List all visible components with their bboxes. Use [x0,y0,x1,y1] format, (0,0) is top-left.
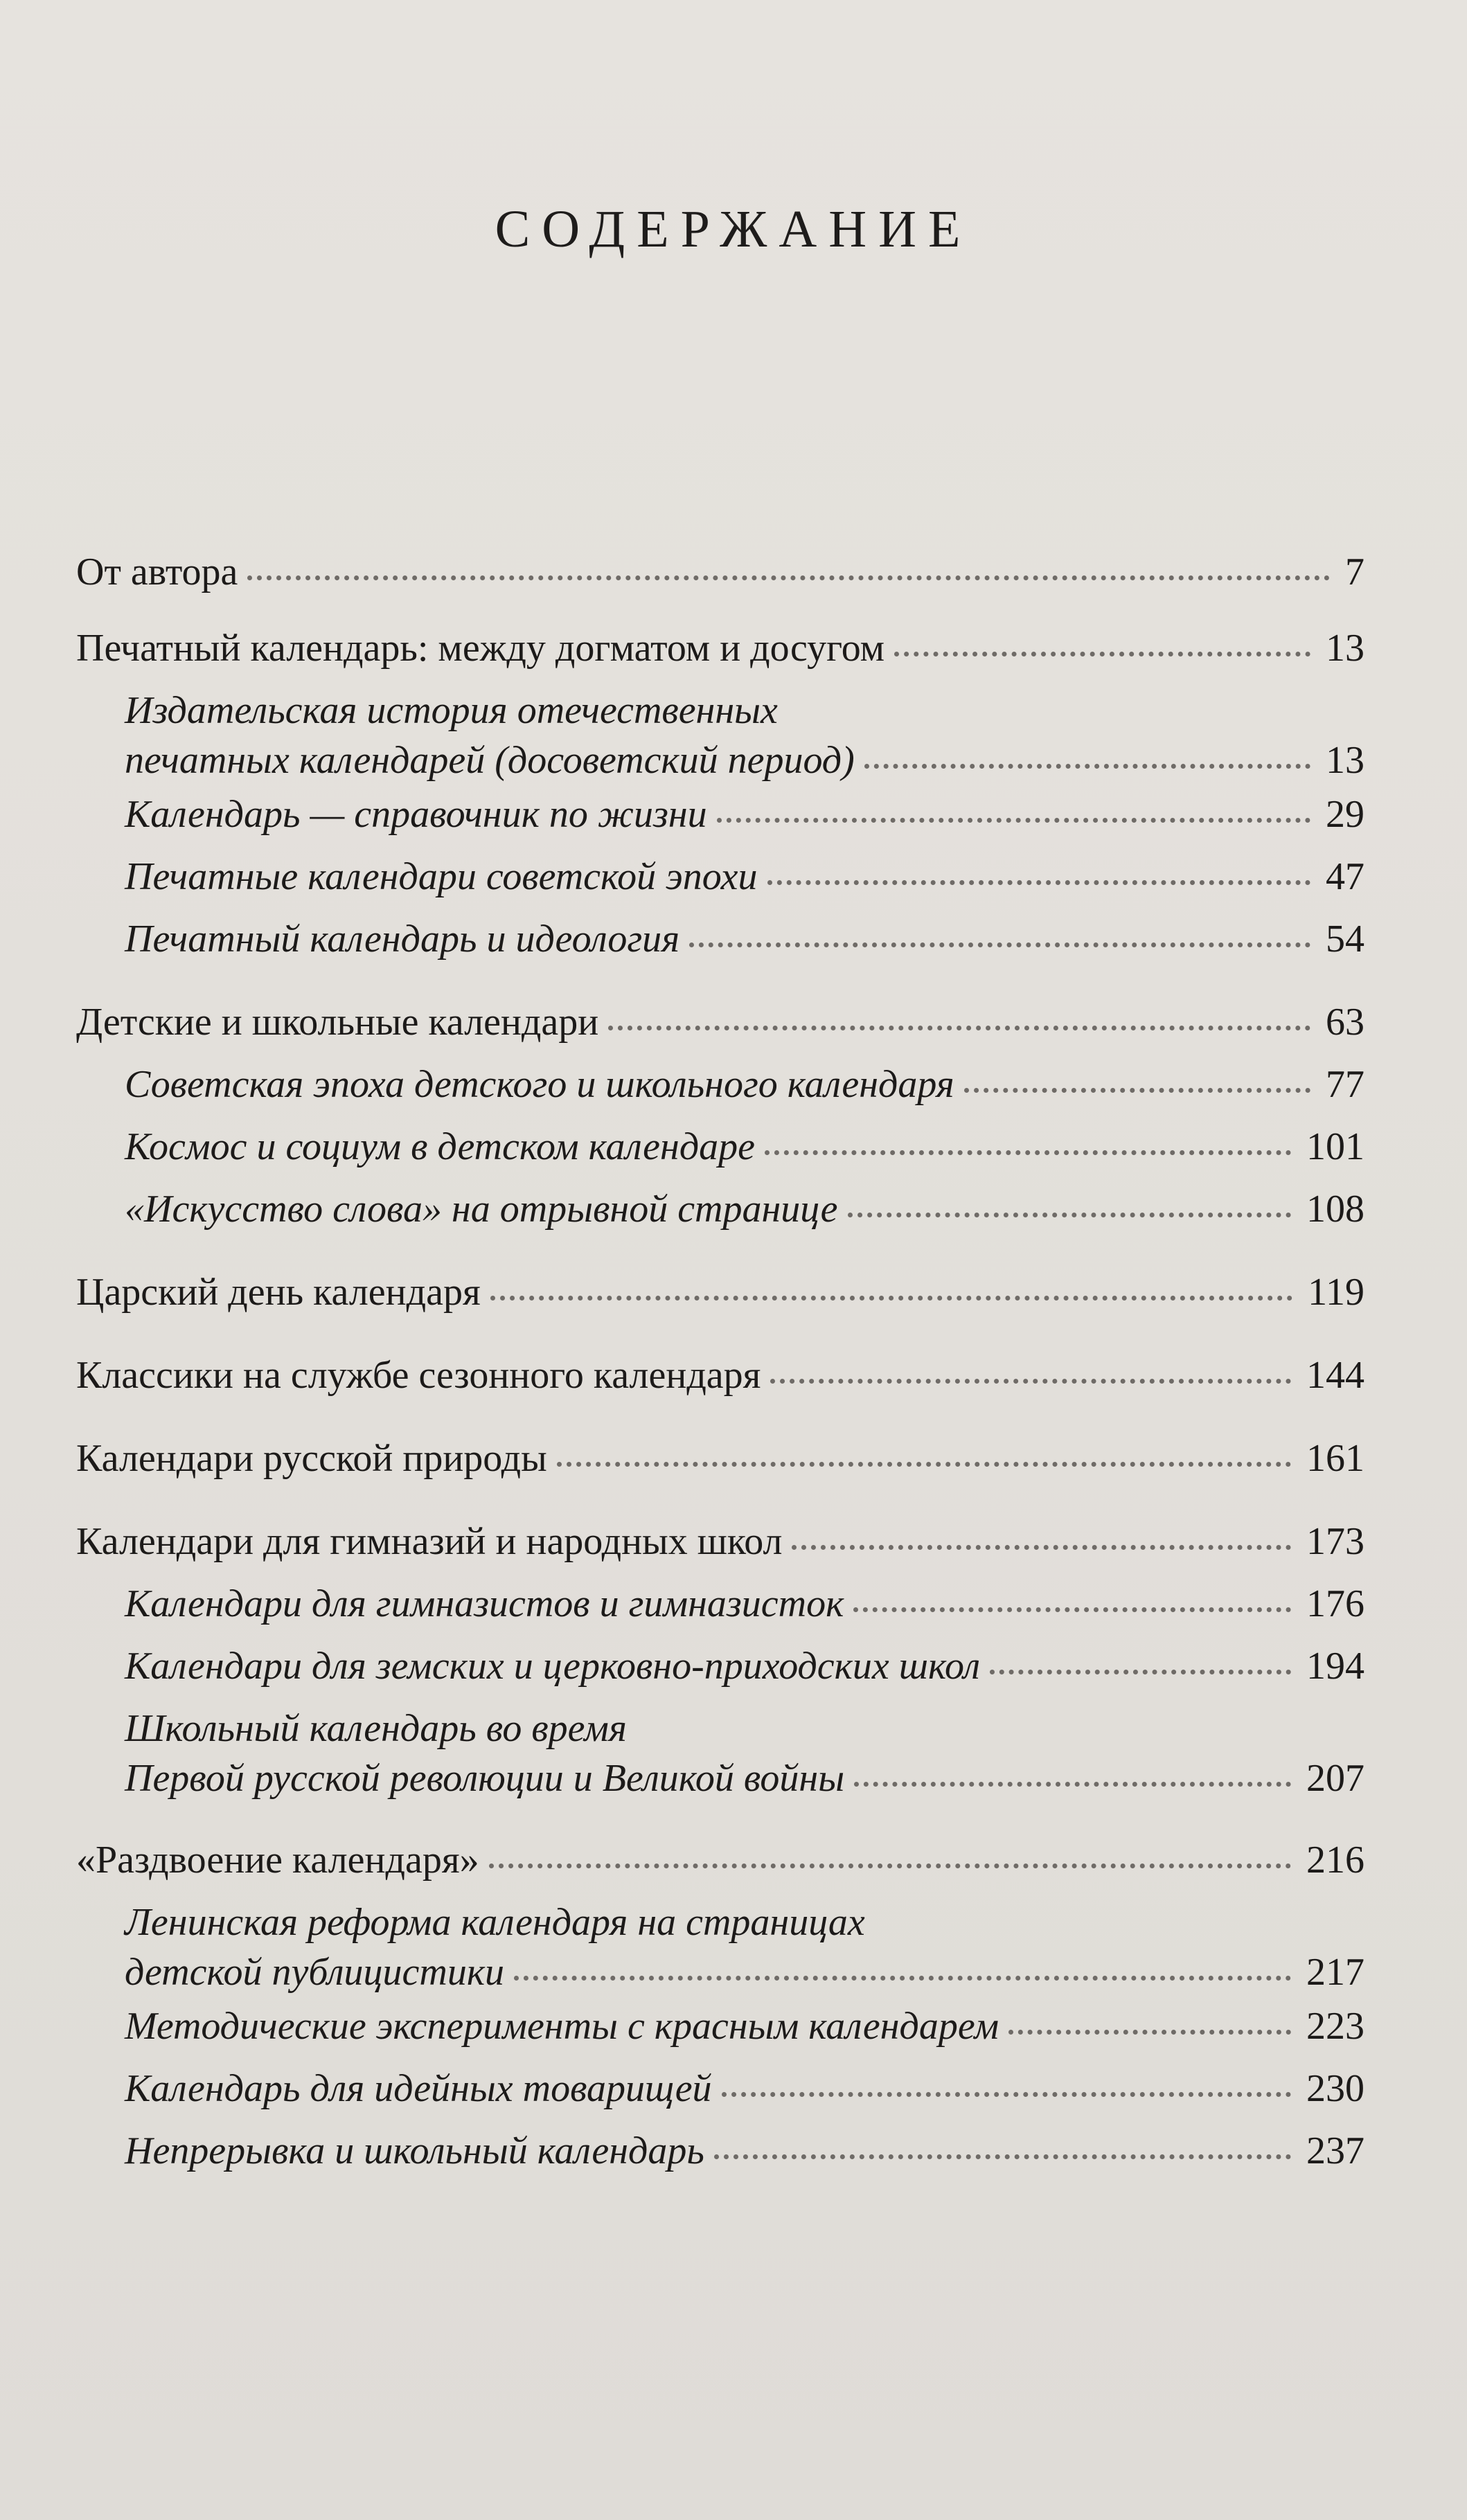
entry-title-line1: Ленинская реформа календаря на страницах [125,1901,865,1944]
page-number: 207 [1306,1757,1364,1800]
page-number: 237 [1306,2129,1364,2172]
toc-subentry [125,1641,1364,1691]
toc-subentry [125,852,1364,902]
toc-subentry [125,1704,1364,1803]
toc-entry [76,1835,1364,1885]
page-number: 47 [1326,855,1364,898]
dot-leader [608,1026,1310,1030]
page-number: 13 [1326,627,1364,670]
dot-leader [770,1379,1291,1384]
entry-title: Календарь для идейных товарищей [125,2067,712,2110]
page-number: 77 [1326,1063,1364,1106]
entry-title: печатных календарей (досоветский период) [125,739,855,782]
dot-leader [717,818,1310,823]
dot-leader [765,1150,1291,1155]
page-number: 7 [1345,551,1364,593]
entry-title: Календари для гимназистов и гимназисток [125,1582,844,1625]
page-number: 119 [1308,1271,1364,1314]
dot-leader [848,1213,1291,1217]
dot-leader [714,2154,1291,2159]
dot-leader [767,880,1310,885]
entry-title: детской публицистики [125,1951,505,1994]
entry-title: Печатные календари советской эпохи [125,855,758,898]
toc-entry [76,623,1364,673]
toc-subentry [125,2001,1364,2051]
toc-entry [76,1433,1364,1483]
toc-subentry [125,686,1364,785]
dot-leader [490,1296,1292,1301]
toc-subentry [125,2064,1364,2114]
entry-title: Календари для земских и церковно-приходских школ [125,1645,981,1688]
toc-subentry [125,1184,1364,1234]
page-number: 101 [1306,1125,1364,1168]
entry-title: Космос и социум в детском календаре [125,1125,755,1168]
page-number: 63 [1326,1001,1364,1044]
entry-title: Царский день календаря [76,1271,481,1314]
entry-title: «Раздвоение календаря» [76,1839,479,1882]
page-number: 161 [1306,1437,1364,1480]
page-number: 13 [1326,739,1364,782]
page-number: 29 [1326,793,1364,836]
entry-title: Календари русской природы [76,1437,547,1480]
entry-title: Печатный календарь и идеология [125,918,680,960]
dot-leader [247,575,1330,580]
page-number: 223 [1306,2005,1364,2048]
entry-title: Первой русской революции и Великой войны [125,1757,845,1800]
entry-title: От автора [76,551,238,593]
toc-subentry [125,1579,1364,1629]
entry-title: Детские и школьные календари [76,1001,599,1044]
dot-leader [853,1607,1291,1612]
toc-subentry [125,2126,1364,2176]
entry-title: Классики на службе сезонного календаря [76,1354,761,1397]
dot-leader [792,1545,1291,1550]
toc-entry [76,997,1364,1047]
toc-heading: СОДЕРЖАНИЕ [495,200,972,258]
toc-subentry [125,914,1364,964]
entry-title: «Искусство слова» на отрывной странице [125,1188,838,1231]
entry-title: Календарь — справочник по жизни [125,793,707,836]
page-number: 54 [1326,918,1364,960]
page-number: 217 [1306,1951,1364,1994]
dot-leader [864,764,1310,769]
entry-title: Методические эксперименты с красным календарем [125,2005,999,2048]
dot-leader [689,942,1310,947]
page-number: 176 [1306,1582,1364,1625]
toc-subentry [125,1060,1364,1109]
dot-leader [990,1670,1291,1674]
toc-subentry [125,1122,1364,1172]
dot-leader [964,1088,1310,1093]
dot-leader [514,1976,1291,1981]
page-number: 216 [1306,1839,1364,1882]
entry-title-line1: Издательская история отечественных [125,689,778,732]
page-number: 230 [1306,2067,1364,2110]
toc-entry [76,547,1364,597]
dot-leader [1008,2030,1291,2035]
dot-leader [894,652,1310,656]
toc-subentry [125,1897,1364,1997]
page-number: 108 [1306,1188,1364,1231]
dot-leader [722,2092,1291,2097]
entry-title-line1: Школьный календарь во время [125,1707,627,1750]
page-number: 194 [1306,1645,1364,1688]
dot-leader [854,1782,1291,1787]
toc-entry [76,1517,1364,1566]
page-number: 173 [1306,1520,1364,1563]
toc-subentry [125,789,1364,839]
page-number: 144 [1306,1354,1364,1397]
toc-entry [76,1350,1364,1400]
dot-leader [557,1462,1291,1467]
toc-entry [76,1267,1364,1317]
entry-title: Непрерывка и школьный календарь [125,2129,704,2172]
dot-leader [489,1864,1291,1868]
entry-title: Календари для гимназий и народных школ [76,1520,783,1563]
entry-title: Печатный календарь: между догматом и досугом [76,627,885,670]
entry-title: Советская эпоха детского и школьного календаря [125,1063,954,1106]
